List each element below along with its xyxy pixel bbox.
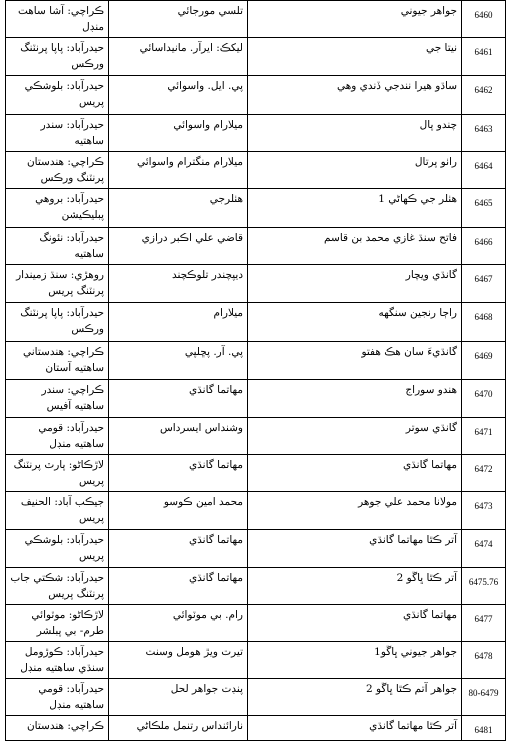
author-cell: هٺلرجي xyxy=(109,189,248,228)
entry-number-cell: 6468 xyxy=(462,303,506,342)
title-cell: جواهر جيوني ڀاڱو1 xyxy=(248,642,462,679)
author-cell: مهاتما گانڌي xyxy=(109,568,248,605)
entry-number-cell: 6473 xyxy=(462,492,506,530)
table-row xyxy=(6,76,506,115)
publisher-cell: ڪراچي: هندستاني ساهتيه آستان xyxy=(6,342,109,380)
entry-number-cell: 6477 xyxy=(462,605,506,642)
table-row xyxy=(6,492,506,530)
table-row xyxy=(6,342,506,380)
table-row xyxy=(6,568,506,605)
title-cell: جواهر آتم ڪٿا ڀاڱو 2 xyxy=(248,679,462,716)
entry-number-cell: 6460 xyxy=(462,1,506,38)
author-cell: پي. آر. پڇلپي xyxy=(109,342,248,380)
table-row xyxy=(6,38,506,76)
title-cell: آتر ڪٿا مهاتما گانڌي xyxy=(248,530,462,568)
author-cell: وشنداس ايسرداس xyxy=(109,418,248,455)
title-cell: فاتح سنڌ غازي محمد بن قاسم xyxy=(248,228,462,265)
title-cell: نيتا جي xyxy=(248,38,462,76)
author-cell: ميلارام واسوائي xyxy=(109,115,248,152)
catalog-table xyxy=(5,0,506,741)
publisher-cell: ڪراچي: سندر ساهتيه آفيس xyxy=(6,380,109,418)
entry-number-cell: 6469 xyxy=(462,342,506,380)
title-cell: ساڌو هيرا نندجي ڏندي وهي xyxy=(248,76,462,115)
entry-number-cell: 6461 xyxy=(462,38,506,76)
title-cell: راٺو پرتال xyxy=(248,152,462,189)
title-cell: جواهر جيوني xyxy=(248,1,462,38)
publisher-cell: حيدرآباد: سندر ساهتيه xyxy=(6,115,109,152)
title-cell: هٺلر جي ڪهاڻي 1 xyxy=(248,189,462,228)
table-row xyxy=(6,716,506,741)
table-row xyxy=(6,605,506,642)
table-row xyxy=(6,152,506,189)
title-cell: راڄا رنجين سنگهه xyxy=(248,303,462,342)
title-cell: آتر ڪٿا مهاتما گانڌي xyxy=(248,716,462,741)
title-cell: هندو سوراج xyxy=(248,380,462,418)
title-cell: گانڌيءَ سان هڪ هفتو xyxy=(248,342,462,380)
publisher-cell: ڪراچي: هندستان پرنٽنگ ورڪس xyxy=(6,152,109,189)
table-row xyxy=(6,265,506,303)
catalog-body xyxy=(6,1,506,741)
publisher-cell: لاڙڪاڻو: پارٽ پرنٽنگ پريس xyxy=(6,455,109,492)
entry-number-cell: 6466 xyxy=(462,228,506,265)
publisher-cell: حيدرآباد: بلوشڪي پريس xyxy=(6,530,109,568)
publisher-cell: ڪراچي: هندستان xyxy=(6,716,109,741)
author-cell: مهاتما گانڌي xyxy=(109,530,248,568)
author-cell: رام. بي موٽوائي xyxy=(109,605,248,642)
table-row xyxy=(6,189,506,228)
publisher-cell: حيدرآباد: پاپا پرنٽنگ ورڪس xyxy=(6,303,109,342)
author-cell: ديپچندر تلوڪچند xyxy=(109,265,248,303)
entry-number-cell: 6463 xyxy=(462,115,506,152)
title-cell: گانڌي سوتر xyxy=(248,418,462,455)
publisher-cell: حيدرآباد: قومي ساهتيه منڊل xyxy=(6,679,109,716)
author-cell: محمد امين ڪوسو xyxy=(109,492,248,530)
author-cell: پنڊت جواهر لحل xyxy=(109,679,248,716)
author-cell: پي. ايل. واسوائي xyxy=(109,76,248,115)
entry-number-cell: 6470 xyxy=(462,380,506,418)
publisher-cell: لاڙڪاڻو: موٽوائي طرم- بي پبلشر xyxy=(6,605,109,642)
publisher-cell: روهڙي: سنڌ زميندار پرنٽنگ پريس xyxy=(6,265,109,303)
table-row xyxy=(6,530,506,568)
author-cell: ميلارام منگترام واسوائي xyxy=(109,152,248,189)
entry-number-cell: 6481 xyxy=(462,716,506,741)
table-row xyxy=(6,228,506,265)
table-row xyxy=(6,679,506,716)
table-row xyxy=(6,455,506,492)
title-cell: مولانا محمد علي جوهر xyxy=(248,492,462,530)
table-row xyxy=(6,642,506,679)
entry-number-cell: 6471 xyxy=(462,418,506,455)
publisher-cell: حيدرآباد: پاپا پرنٽنگ ورڪس xyxy=(6,38,109,76)
publisher-cell: حيدرآباد: ڪوڙومل سنڌي ساهتيه منڊل xyxy=(6,642,109,679)
title-cell: گانڌي ويچار xyxy=(248,265,462,303)
title-cell: مهاتما گانڌي xyxy=(248,605,462,642)
entry-number-cell: 6478 xyxy=(462,642,506,679)
publisher-cell: حيدرآباد: شڪتي جاب پرنٽنگ پريس xyxy=(6,568,109,605)
publisher-cell: جيڪب آباد: الحنيف پريس xyxy=(6,492,109,530)
entry-number-cell: 6474 xyxy=(462,530,506,568)
publisher-cell: حيدرآباد: بروهي پبليڪيشن xyxy=(6,189,109,228)
author-cell: تيرت ويڙ هومل وسنت xyxy=(109,642,248,679)
table-row xyxy=(6,1,506,38)
publisher-cell: حيدرآباد: بلوشڪي پريس xyxy=(6,76,109,115)
title-cell: آتر ڪٿا ڀاڱو 2 xyxy=(248,568,462,605)
entry-number-cell: 6467 xyxy=(462,265,506,303)
entry-number-cell: 6475.76 xyxy=(462,568,506,605)
entry-number-cell: 6464 xyxy=(462,152,506,189)
table-row xyxy=(6,303,506,342)
author-cell: ليکڪ: ايرآر. مانيداسائي xyxy=(109,38,248,76)
author-cell: ميلارام xyxy=(109,303,248,342)
author-cell: مهاتما گانڌي xyxy=(109,455,248,492)
entry-number-cell: 80-6479 xyxy=(462,679,506,716)
publisher-cell: حيدرآباد: نئونگ ساهتيه xyxy=(6,228,109,265)
entry-number-cell: 6465 xyxy=(462,189,506,228)
author-cell: تلسي مورجائي xyxy=(109,1,248,38)
publisher-cell: ڪراچي: آشا ساهت منڊل xyxy=(6,1,109,38)
table-row xyxy=(6,418,506,455)
author-cell: نارائنداس رتنمل ملڪاڻي xyxy=(109,716,248,741)
table-row xyxy=(6,380,506,418)
title-cell: چندو پال xyxy=(248,115,462,152)
author-cell: قاضي علي اڪبر درازي xyxy=(109,228,248,265)
publisher-cell: حيدرآباد: قومي ساهتيه منڊل xyxy=(6,418,109,455)
entry-number-cell: 6462 xyxy=(462,76,506,115)
table-row xyxy=(6,115,506,152)
author-cell: مهاتما گانڌي xyxy=(109,380,248,418)
entry-number-cell: 6472 xyxy=(462,455,506,492)
title-cell: مهاتما گانڌي xyxy=(248,455,462,492)
